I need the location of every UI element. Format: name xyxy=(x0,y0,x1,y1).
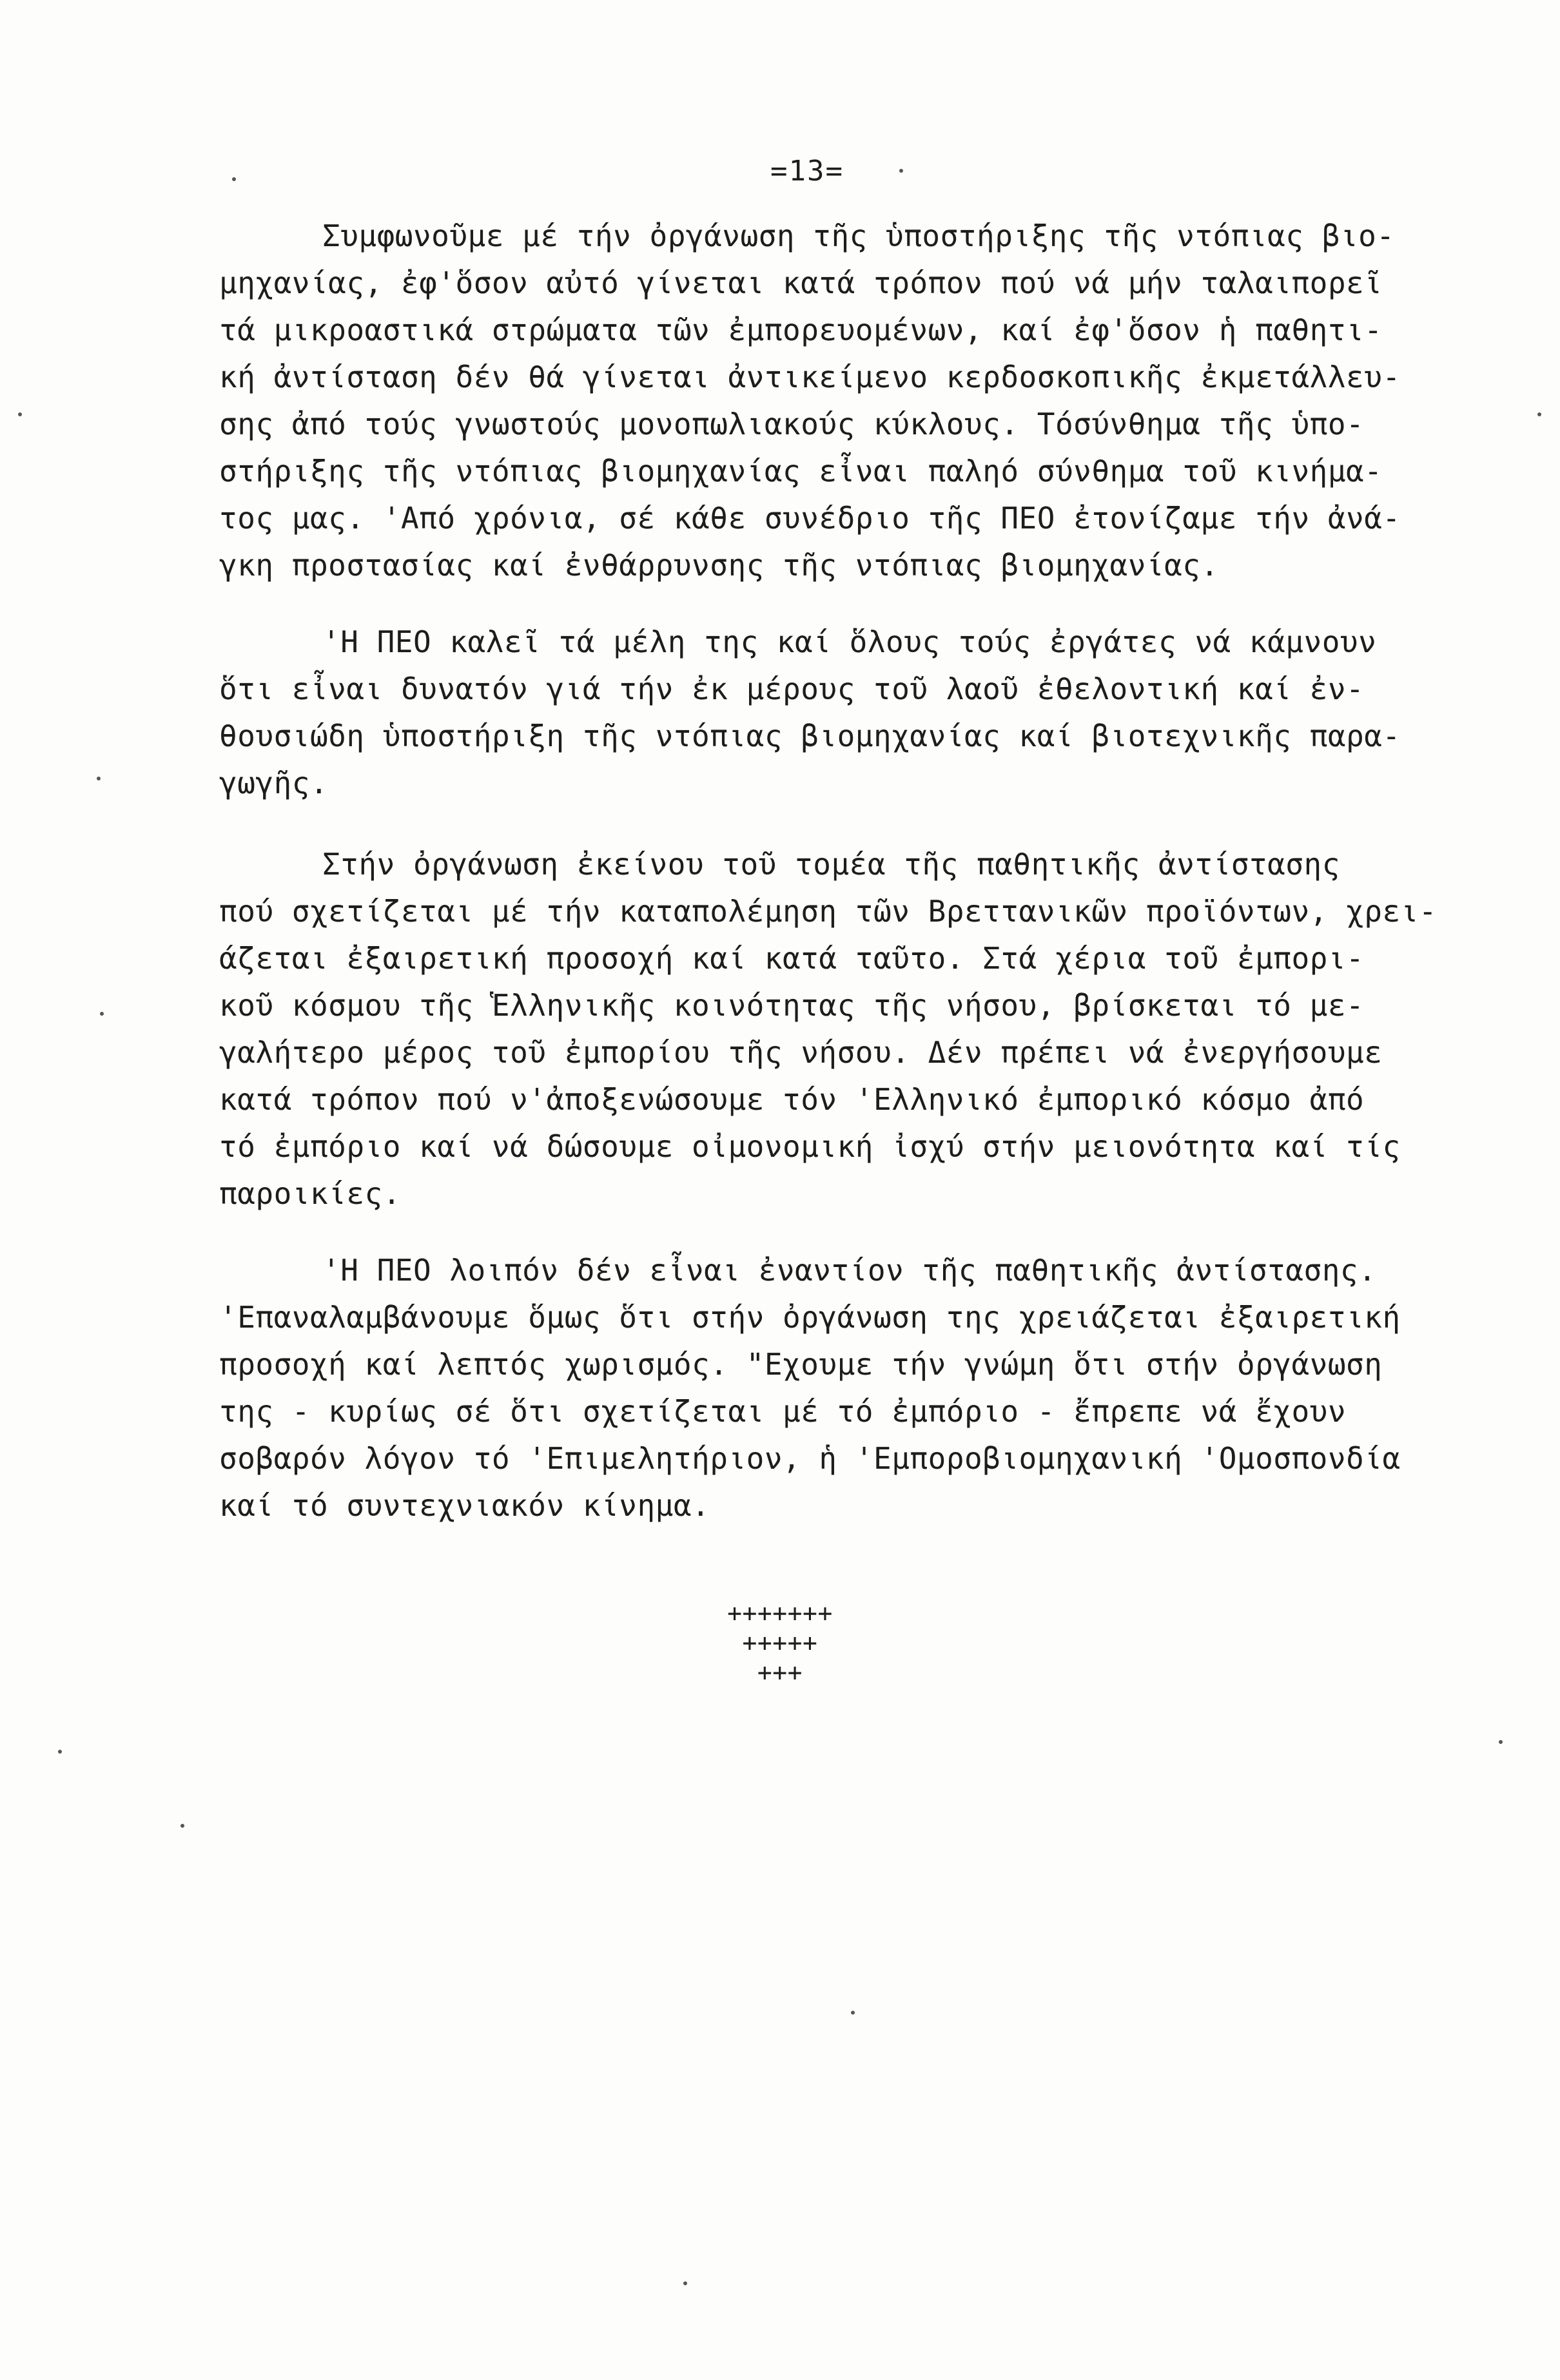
text-line: άζεται ἐξαιρετική προσοχή καί κατά ταῦτο. Στά χέρια τοῦ ἐμπορι- xyxy=(219,941,1365,976)
text-line: Στήν ὀργάνωση ἐκείνου τοῦ τομέα τῆς παθητικῆς ἀντίστασης xyxy=(322,847,1340,882)
text-line: γωγῆς. xyxy=(219,766,329,800)
paragraph-1 xyxy=(219,213,1483,589)
text-line: τος μας. 'Από χρόνια, σέ κάθε συνέδριο τῆς ΠΕΟ ἐτονίζαμε τήν ἀνά- xyxy=(219,501,1401,536)
page-number: =13= xyxy=(770,155,844,188)
text-line: 'Η ΠΕΟ λοιπόν δέν εἶναι ἐναντίον τῆς παθητικῆς ἀντίστασης. xyxy=(322,1253,1377,1288)
text-line: προσοχή καί λεπτός χωρισμός. "Εχουμε τήν γνώμη ὅτι στήν ὀργάνωση xyxy=(219,1347,1383,1382)
text-line: γκη προστασίας καί ἐνθάρρυνσης τῆς ντόπιας βιομηχανίας. xyxy=(219,548,1219,583)
scan-speck xyxy=(97,777,101,780)
text-line: σης ἀπό τούς γνωστούς μονοπωλιακούς κύκλους. Τόσύνθημα τῆς ὑπο- xyxy=(219,407,1365,441)
text-line: τά μικροαστικά στρώματα τῶν ἐμπορευομένων, καί ἐφ'ὅσον ἡ παθητι- xyxy=(219,313,1383,347)
scan-speck xyxy=(100,1012,104,1016)
text-line: σοβαρόν λόγον τό 'Επιμελητήριον, ἡ 'Εμποροβιομηχανική 'Ομοσπονδία xyxy=(219,1441,1401,1476)
text-line: 'Επαναλαμβάνουμε ὅμως ὅτι στήν ὀργάνωση της χρειάζεται ἐξαιρετική xyxy=(219,1300,1401,1335)
paragraph-2 xyxy=(219,619,1483,807)
scan-speck xyxy=(18,412,22,416)
text-line: θουσιώδη ὑποστήριξη τῆς ντόπιας βιομηχανίας καί βιοτεχνικῆς παρα- xyxy=(219,719,1401,753)
end-marks xyxy=(0,1598,1560,1687)
scan-speck xyxy=(232,177,236,181)
text-line: καί τό συντεχνιακόν κίνημα. xyxy=(219,1488,710,1523)
scan-speck xyxy=(683,2281,687,2285)
text-line: 'Η ΠΕΟ καλεῖ τά μέλη της καί ὅλους τούς ἐργάτες νά κάμνουν xyxy=(322,624,1377,659)
text-line: πού σχετίζεται μέ τήν καταπολέμηση τῶν Βρεττανικῶν προϊόντων, χρει- xyxy=(219,894,1438,929)
scan-speck xyxy=(1537,412,1541,416)
text-line: παροικίες. xyxy=(219,1176,401,1211)
text-line: κατά τρόπον πού ν'ἀποξενώσουμε τόν 'Ελληνικό ἐμπορικό κόσμο ἀπό xyxy=(219,1082,1365,1117)
scan-speck xyxy=(899,169,903,173)
end-mark-line: +++ xyxy=(757,1658,803,1687)
end-mark-line: +++++ xyxy=(742,1629,818,1657)
text-line: μηχανίας, ἐφ'ὅσον αὐτό γίνεται κατά τρόπον πού νά μήν ταλαιπορεῖ xyxy=(219,266,1383,300)
text-line: ὅτι εἶναι δυνατόν γιά τήν ἐκ μέρους τοῦ λαοῦ ἐθελοντική καί ἐν- xyxy=(219,672,1365,706)
text-line: στήριξης τῆς ντόπιας βιομηχανίας εἶναι παληό σύνθημα τοῦ κινήμα- xyxy=(219,454,1383,489)
paragraph-3 xyxy=(219,841,1483,1217)
text-line: τό ἐμπόριο καί νά δώσουμε οἰμονομική ἰσχύ στήν μειονότητα καί τίς xyxy=(219,1129,1401,1164)
text-line: Συμφωνοῦμε μέ τήν ὀργάνωση τῆς ὑποστήριξης τῆς ντόπιας βιο- xyxy=(322,218,1395,253)
paragraph-4 xyxy=(219,1247,1483,1529)
text-line: κοῦ κόσμου τῆς Ἑλληνικῆς κοινότητας τῆς νήσου, βρίσκεται τό με- xyxy=(219,988,1365,1023)
scan-speck xyxy=(58,1750,62,1754)
text-line: γαλήτερο μέρος τοῦ ἐμπορίου τῆς νήσου. Δέν πρέπει νά ἐνεργήσουμε xyxy=(219,1035,1383,1070)
scan-speck xyxy=(180,1824,184,1828)
text-line: κή ἀντίσταση δέν θά γίνεται ἀντικείμενο κερδοσκοπικῆς ἐκμετάλλευ- xyxy=(219,360,1401,394)
scan-speck xyxy=(1499,1740,1503,1744)
end-mark-line: +++++++ xyxy=(727,1599,833,1627)
scan-speck xyxy=(851,2011,855,2015)
text-line: της - κυρίως σέ ὅτι σχετίζεται μέ τό ἐμπόριο - ἔπρεπε νά ἔχουν xyxy=(219,1394,1347,1429)
